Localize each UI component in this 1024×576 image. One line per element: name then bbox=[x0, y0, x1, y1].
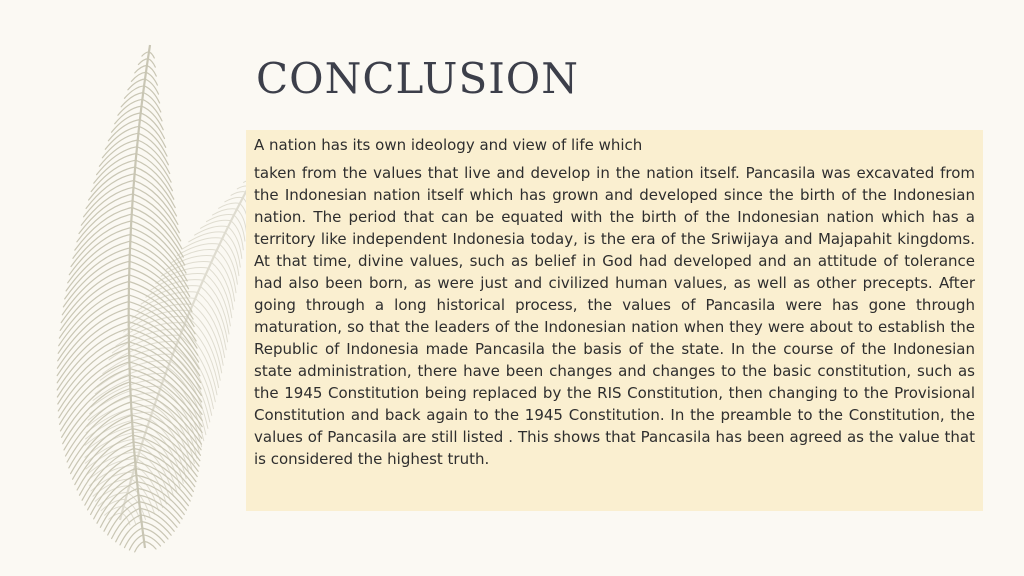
slide-title: CONCLUSION bbox=[256, 54, 579, 103]
lead-paragraph: A nation has its own ideology and view of life which bbox=[254, 136, 643, 154]
content-box bbox=[246, 130, 983, 511]
body-paragraph: taken from the values that live and develop in the nation itself. Pancasila was excavated from the Indonesian nation itself which has grown and developed since the birth of the Indonesian nation. The period that can be equated with the birth of the Indonesian nation which has a territory like independent Indonesia today, is the era of the Sriwijaya and Majapahit kingdoms. At that time, divine values, such as belief in God had developed and an attitude of tolerance had also been born, as were just and civilized human values, as well as other precepts. After going through a long historical process, the values of Pancasila were has gone through maturation, so that the leaders of the Indonesian nation when they were about to establish the Republic of Indonesia made Pancasila the basis of the state. In the course of the Indonesian state administration, there have been changes and changes to the basic constitution, such as the 1945 Constitution being replaced by the RIS Constitution, then changing to the Provisional Constitution and back again to the 1945 Constitution. In the preamble to the Constitution, the values of Pancasila are still listed . This shows that Pancasila has been agreed as the value that is considered the highest truth. bbox=[254, 164, 975, 468]
